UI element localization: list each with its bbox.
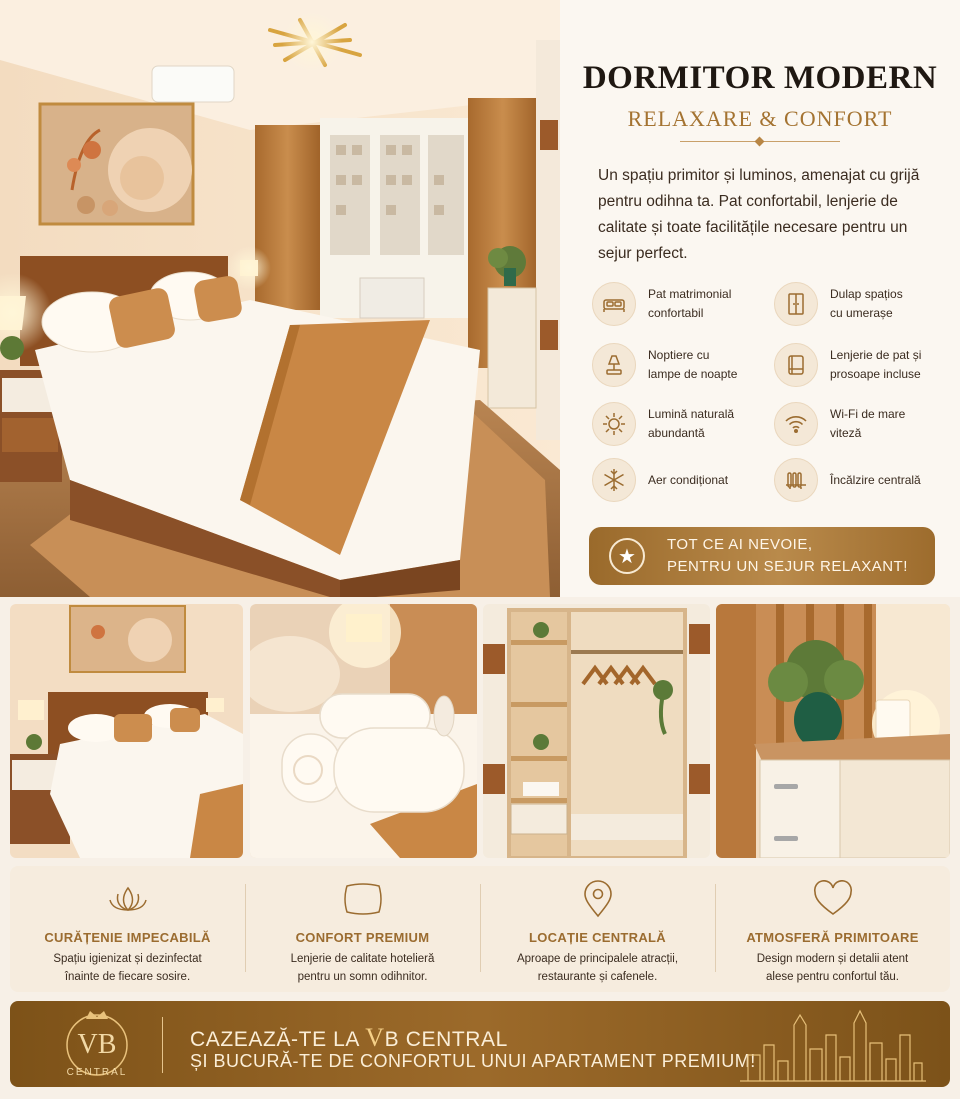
- logo-monogram: VB: [77, 1029, 117, 1060]
- amenity-wardrobe: [774, 281, 960, 327]
- feature-title: CONFORT PREMIUM: [295, 930, 430, 945]
- amenity-label: Wi-Fi de mare viteză: [830, 407, 906, 440]
- photo-dresser-plant: [716, 604, 950, 858]
- amenity-towels: [774, 342, 960, 388]
- features-row: [10, 866, 950, 992]
- promo-banner: [10, 1001, 950, 1087]
- wardrobe-icon: [774, 282, 818, 326]
- banner-separator: [162, 1017, 163, 1073]
- feature-desc: Lenjerie de calitate hotelieră pentru un somn odihnitor.: [290, 953, 435, 983]
- city-skyline-icon: [738, 1005, 928, 1085]
- photo-bedroom-overview: [10, 604, 243, 858]
- amenity-label: Pat matrimonial confortabil: [648, 287, 732, 320]
- star-icon: ★: [609, 538, 645, 574]
- feature-location: [480, 866, 715, 992]
- feature-desc: Spațiu igienizat și dezinfectat înainte de fiecare sosire.: [53, 953, 202, 983]
- banner-line-1: [190, 1023, 508, 1053]
- radiator-icon: [774, 458, 818, 502]
- feature-desc: Design modern și detalii atent alese pentru confortul tău.: [756, 953, 909, 983]
- amenity-natural-light: [592, 401, 782, 447]
- feature-atmosphere: [715, 866, 950, 992]
- amenity-air-conditioning: [592, 457, 782, 503]
- snowflake-icon: [592, 458, 636, 502]
- info-panel: [560, 0, 960, 597]
- intro-text: Un spațiu primitor și luminos, amenajat cu grijă pentru odihna ta. Pat confortabil, lenjerie de calitate și toate facilitățile necesare pentru un sejur perfect.: [598, 167, 920, 262]
- page-title: DORMITOR MODERN: [582, 60, 938, 96]
- feature-title: CURĂȚENIE IMPECABILĂ: [44, 930, 211, 945]
- banner-line-1-accent: V: [365, 1023, 385, 1052]
- towel-icon: [774, 343, 818, 387]
- sun-icon: [592, 402, 636, 446]
- lotus-icon: [106, 880, 150, 918]
- amenity-label: Noptiere cu lampe de noapte: [648, 348, 738, 381]
- cta-badge: [589, 527, 935, 585]
- photo-towels: [250, 604, 477, 858]
- feature-comfort: [245, 866, 480, 992]
- location-pin-icon: [576, 880, 620, 918]
- cta-text: TOT CE AI NEVOIE, PENTRU UN SEJUR RELAXANT!: [667, 536, 908, 575]
- feature-cleanliness: [10, 866, 245, 992]
- feature-title: ATMOSFERĂ PRIMITOARE: [746, 930, 919, 945]
- amenity-wifi: [774, 401, 960, 447]
- hero-bedroom-photo: [0, 0, 560, 597]
- feature-title: LOCAȚIE CENTRALĂ: [529, 930, 666, 945]
- banner-line-1-prefix: CAZEAZĂ-TE LA: [190, 1028, 366, 1051]
- page-subtitle: RELAXARE & CONFORT: [627, 106, 893, 131]
- amenity-bed: [592, 281, 782, 327]
- amenity-label: Lumină naturală abundantă: [648, 407, 735, 440]
- heart-icon: [811, 880, 855, 918]
- amenity-label: Încălzire centrală: [830, 472, 921, 487]
- wifi-icon: [774, 402, 818, 446]
- photo-wardrobe: [483, 604, 710, 858]
- banner-line-2: ȘI BUCURĂ-TE DE CONFORTUL UNUI APARTAMENT PREMIUM!: [190, 1051, 756, 1071]
- pillow-icon: [341, 880, 385, 918]
- logo-name: CENTRAL: [66, 1067, 128, 1078]
- amenity-central-heating: [774, 457, 960, 503]
- bed-icon: [592, 282, 636, 326]
- amenity-label: Aer condiționat: [648, 472, 729, 487]
- feature-desc: Aproape de principalele atracții, restaurante și cafenele.: [516, 953, 679, 983]
- amenity-label: Dulap spațios cu umerașe: [830, 287, 903, 320]
- banner-line-1-suffix: B CENTRAL: [384, 1028, 508, 1051]
- amenity-lamp: [592, 342, 782, 388]
- lamp-icon: [592, 343, 636, 387]
- title-divider: [680, 141, 840, 142]
- amenity-label: Lenjerie de pat și prosoape incluse: [830, 348, 922, 381]
